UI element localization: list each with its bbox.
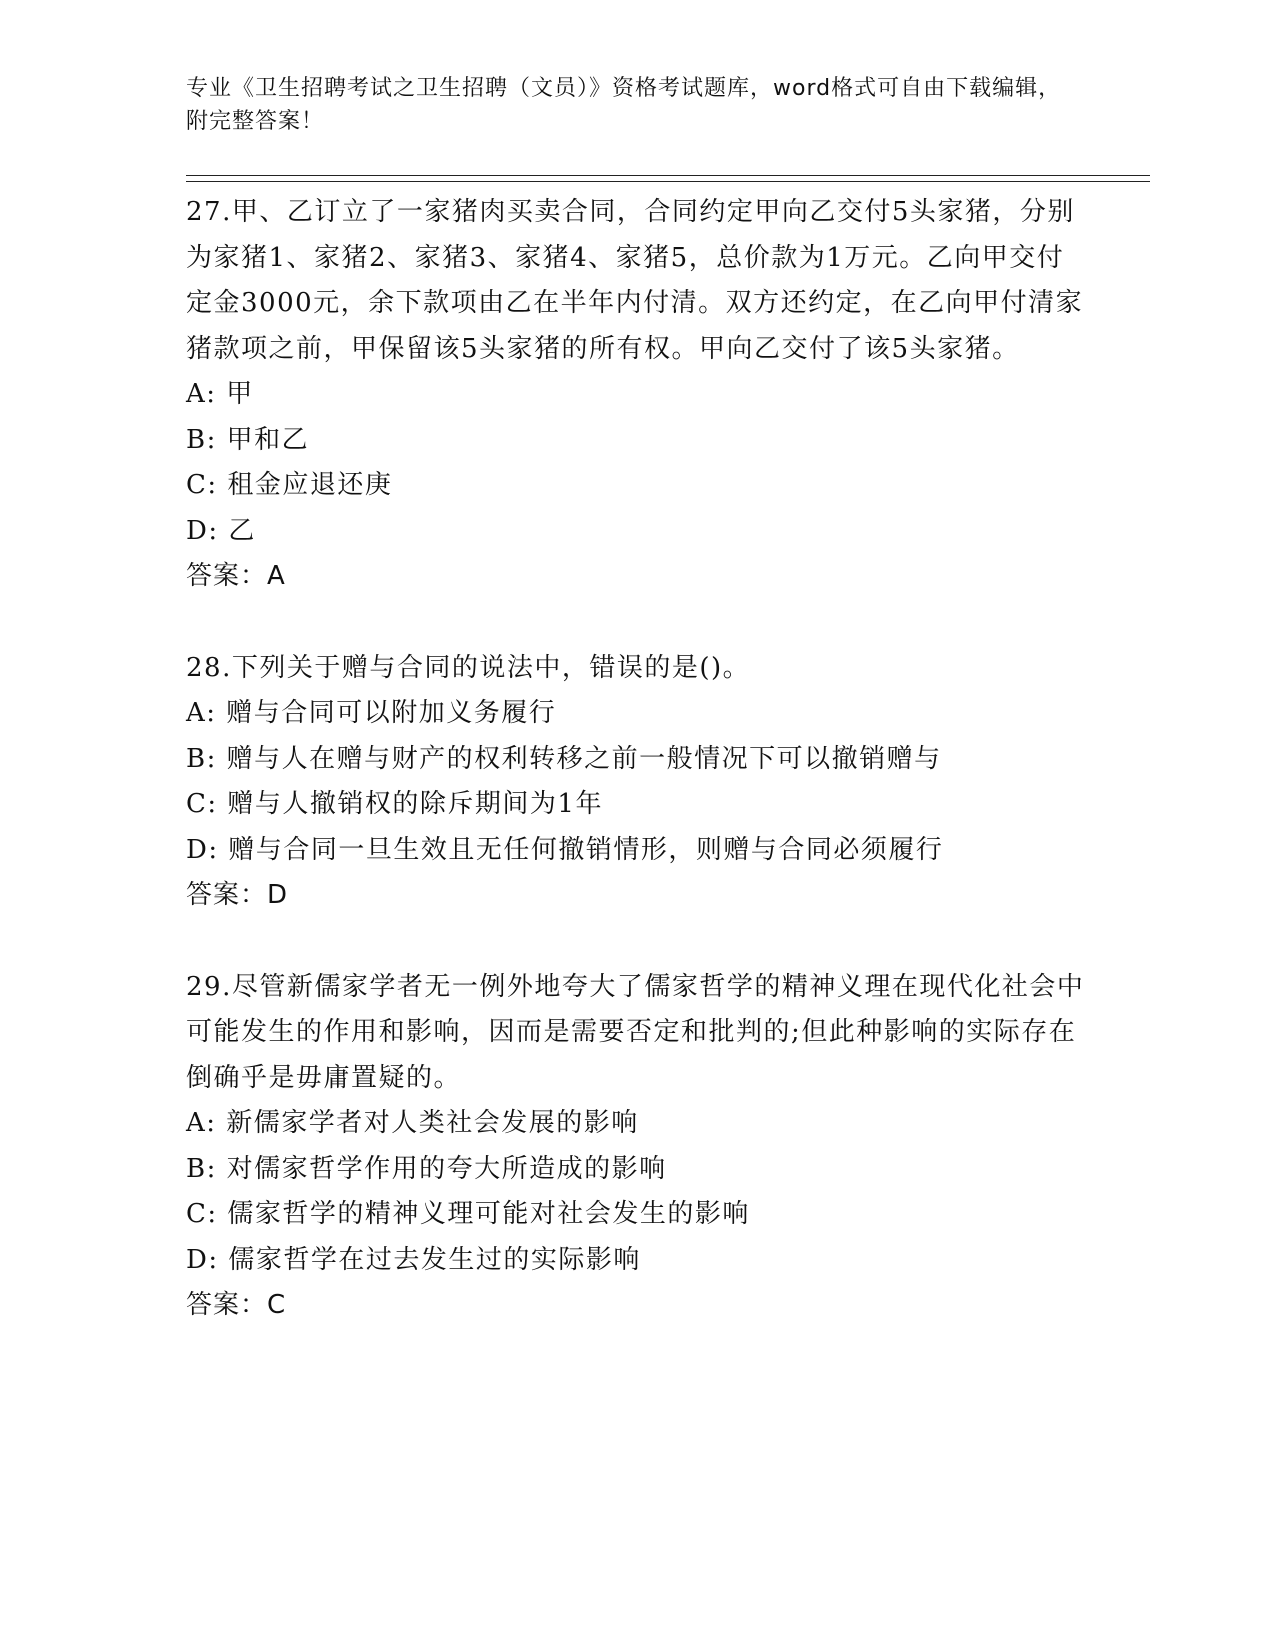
question-list bbox=[186, 190, 1086, 1375]
option-d: D: 儒家哲学在过去发生过的实际影响 bbox=[186, 1244, 641, 1275]
option-a: A: 赠与合同可以附加义务履行 bbox=[186, 698, 557, 728]
question-stem: 28.下列关于赠与合同的说法中，错误的是()。 bbox=[186, 652, 751, 683]
option-c: C: 赠与人撤销权的除斥期间为1年 bbox=[186, 789, 603, 819]
option-b: B: 对儒家哲学作用的夸大所造成的影响 bbox=[186, 1153, 667, 1184]
answer-line: 答案：C bbox=[186, 1290, 287, 1320]
option-a: A: 甲 bbox=[186, 379, 254, 409]
question-29 bbox=[186, 965, 1086, 1329]
header-divider-line-secondary bbox=[186, 181, 1150, 182]
option-c: C: 儒家哲学的精神义理可能对社会发生的影响 bbox=[186, 1199, 750, 1229]
option-a: A: 新儒家学者对人类社会发展的影响 bbox=[186, 1108, 639, 1138]
answer-line: 答案：D bbox=[186, 880, 289, 910]
question-28 bbox=[186, 646, 1086, 919]
answer-line: 答案：A bbox=[186, 561, 286, 591]
document-header: 专业《卫生招聘考试之卫生招聘（文员）》资格考试题库，word格式可自由下载编辑，附完整答案！ bbox=[186, 76, 1062, 134]
question-27 bbox=[186, 190, 1086, 600]
option-b: B: 甲和乙 bbox=[186, 424, 310, 455]
option-d: D: 乙 bbox=[186, 515, 256, 546]
header-divider-line bbox=[186, 175, 1150, 176]
option-b: B: 赠与人在赠与财产的权利转移之前一般情况下可以撤销赠与 bbox=[186, 743, 942, 774]
option-d: D: 赠与合同一旦生效且无任何撤销情形，则赠与合同必须履行 bbox=[186, 834, 944, 865]
question-stem: 29.尽管新儒家学者无一例外地夸大了儒家哲学的精神义理在现代化社会中可能发生的作用和影响，因而是需要否定和批判的;但此种影响的实际存在倒确乎是毋庸置疑的。 bbox=[186, 971, 1085, 1093]
option-c: C: 租金应退还庚 bbox=[186, 470, 393, 500]
question-stem: 27.甲、乙订立了一家猪肉买卖合同，合同约定甲向乙交付5头家猪，分别为家猪1、家猪2、家猪3、家猪4、家猪5，总价款为1万元。乙向甲交付定金3000元，余下款项由乙在半年内付清。双方还约定，在乙向甲付清家猪款项之前，甲保留该5头家猪的所有权。甲向乙交付了该5头家猪。 bbox=[186, 197, 1084, 364]
